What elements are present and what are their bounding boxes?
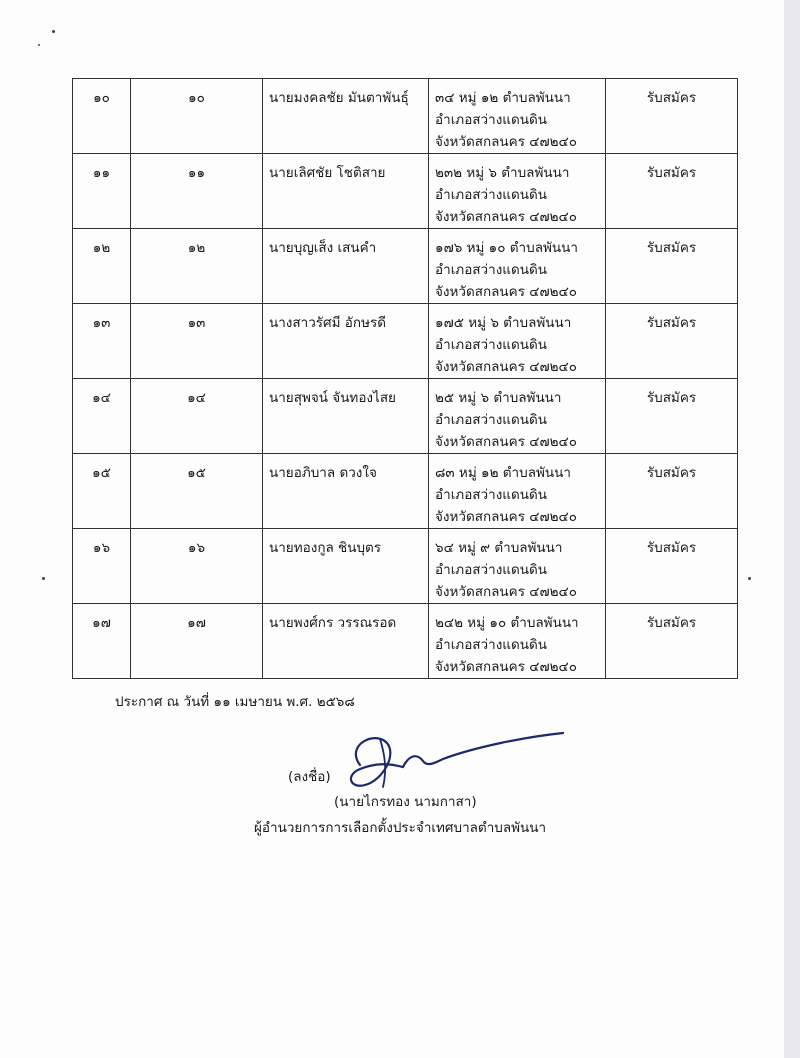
cell-candidate-name: นายทองกูล ชินบุตร — [263, 529, 429, 604]
cell-candidate-name: นายบุญเส็ง เสนคำ — [263, 229, 429, 304]
table-row — [73, 229, 738, 304]
cell-candidate-number: ๑๒ — [131, 229, 263, 304]
cell-status: รับสมัคร — [606, 604, 738, 679]
cell-candidate-number: ๑๗ — [131, 604, 263, 679]
scan-speck — [38, 44, 40, 46]
table-row — [73, 79, 738, 154]
address-line: ๑๗๕ หมู่ ๖ ตำบลพันนา — [435, 315, 572, 331]
cell-candidate-name: นายสุพจน์ จันทองไสย — [263, 379, 429, 454]
cell-address — [429, 379, 606, 454]
table-row — [73, 529, 738, 604]
scan-speck — [42, 577, 45, 580]
cell-address — [429, 79, 606, 154]
table-row — [73, 604, 738, 679]
candidate-table-body — [73, 79, 738, 679]
cell-candidate-name: นายเลิศชัย โชติสาย — [263, 154, 429, 229]
cell-sequence: ๑๕ — [73, 454, 131, 529]
address-line: ๘๓ หมู่ ๑๒ ตำบลพันนา — [435, 465, 571, 481]
cell-status: รับสมัคร — [606, 529, 738, 604]
address-line: ๓๔ หมู่ ๑๒ ตำบลพันนา — [435, 90, 571, 106]
address-line: อำเภอสว่างแดนดิน — [435, 187, 547, 203]
table-row — [73, 379, 738, 454]
cell-candidate-number: ๑๓ — [131, 304, 263, 379]
cell-status: รับสมัคร — [606, 304, 738, 379]
signer-position: ผู้อำนวยการการเลือกตั้งประจำเทศบาลตำบลพันนา — [254, 820, 547, 836]
cell-candidate-number: ๑๖ — [131, 529, 263, 604]
address-line: อำเภอสว่างแดนดิน — [435, 337, 547, 353]
scan-right-margin — [784, 0, 800, 1058]
cell-status: รับสมัคร — [606, 229, 738, 304]
candidate-table — [72, 78, 738, 679]
address-line: จังหวัดสกลนคร ๔๗๒๔๐ — [435, 209, 577, 225]
cell-sequence: ๑๒ — [73, 229, 131, 304]
address-line: อำเภอสว่างแดนดิน — [435, 412, 547, 428]
address-line: ๒๓๒ หมู่ ๖ ตำบลพันนา — [435, 165, 570, 181]
announcement-date: ประกาศ ณ วันที่ ๑๑ เมษายน พ.ศ. ๒๕๖๘ — [115, 694, 355, 710]
address-line: ๑๗๖ หมู่ ๑๐ ตำบลพันนา — [435, 240, 578, 256]
cell-candidate-name: นายพงศ์กร วรรณรอด — [263, 604, 429, 679]
address-line: จังหวัดสกลนคร ๔๗๒๔๐ — [435, 284, 577, 300]
address-line: อำเภอสว่างแดนดิน — [435, 562, 547, 578]
cell-sequence: ๑๖ — [73, 529, 131, 604]
cell-address — [429, 154, 606, 229]
cell-address — [429, 604, 606, 679]
table-row — [73, 154, 738, 229]
signature-block — [250, 725, 590, 845]
address-line: อำเภอสว่างแดนดิน — [435, 487, 547, 503]
sign-label: (ลงชื่อ) — [288, 769, 331, 785]
cell-address — [429, 229, 606, 304]
cell-address — [429, 304, 606, 379]
cell-sequence: ๑๓ — [73, 304, 131, 379]
cell-sequence: ๑๐ — [73, 79, 131, 154]
cell-address — [429, 454, 606, 529]
cell-candidate-name: นางสาวรัศมี อักษรดี — [263, 304, 429, 379]
address-line: อำเภอสว่างแดนดิน — [435, 262, 547, 278]
scan-speck — [748, 577, 751, 580]
address-line: ๒๕ หมู่ ๖ ตำบลพันนา — [435, 390, 562, 406]
address-line: จังหวัดสกลนคร ๔๗๒๔๐ — [435, 434, 577, 450]
cell-candidate-name: นายอภิบาล ดวงใจ — [263, 454, 429, 529]
cell-candidate-number: ๑๕ — [131, 454, 263, 529]
address-line: จังหวัดสกลนคร ๔๗๒๔๐ — [435, 659, 577, 675]
cell-candidate-number: ๑๐ — [131, 79, 263, 154]
table-row — [73, 454, 738, 529]
handwritten-signature — [325, 725, 565, 795]
cell-sequence: ๑๑ — [73, 154, 131, 229]
cell-candidate-number: ๑๑ — [131, 154, 263, 229]
scan-speck — [52, 30, 55, 33]
signer-name: (นายไกรทอง นามกาสา) — [334, 794, 477, 810]
address-line: อำเภอสว่างแดนดิน — [435, 637, 547, 653]
address-line: จังหวัดสกลนคร ๔๗๒๔๐ — [435, 509, 577, 525]
cell-candidate-number: ๑๔ — [131, 379, 263, 454]
cell-address — [429, 529, 606, 604]
address-line: อำเภอสว่างแดนดิน — [435, 112, 547, 128]
cell-sequence: ๑๔ — [73, 379, 131, 454]
address-line: ๖๔ หมู่ ๙ ตำบลพันนา — [435, 540, 563, 556]
address-line: จังหวัดสกลนคร ๔๗๒๔๐ — [435, 359, 577, 375]
cell-status: รับสมัคร — [606, 79, 738, 154]
address-line: จังหวัดสกลนคร ๔๗๒๔๐ — [435, 584, 577, 600]
cell-candidate-name: นายมงคลชัย มันตาพันธุ์ — [263, 79, 429, 154]
cell-status: รับสมัคร — [606, 154, 738, 229]
address-line: จังหวัดสกลนคร ๔๗๒๔๐ — [435, 134, 577, 150]
cell-status: รับสมัคร — [606, 454, 738, 529]
cell-status: รับสมัคร — [606, 379, 738, 454]
table-row — [73, 304, 738, 379]
cell-sequence: ๑๗ — [73, 604, 131, 679]
address-line: ๒๔๒ หมู่ ๑๐ ตำบลพันนา — [435, 615, 579, 631]
